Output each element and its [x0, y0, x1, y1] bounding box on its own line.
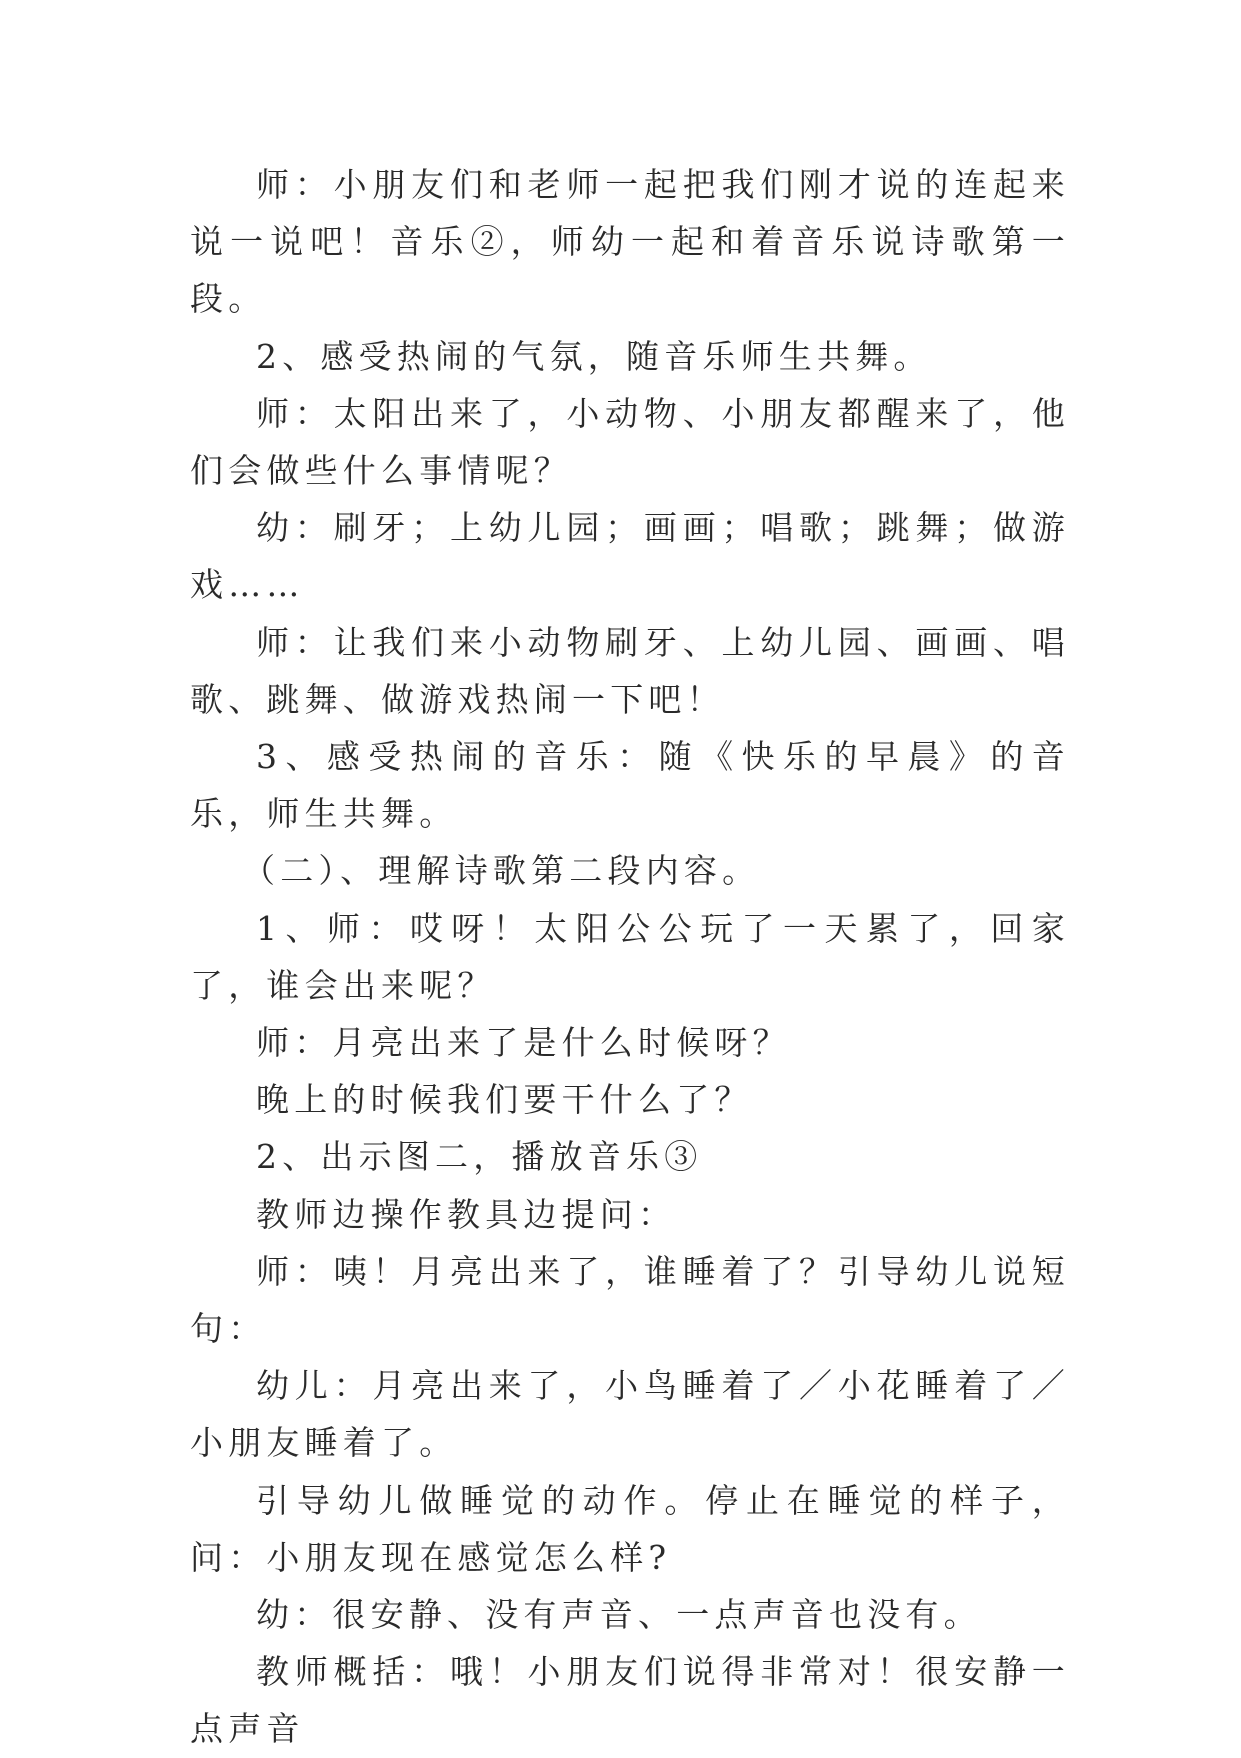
paragraph: 引导幼儿做睡觉的动作。停止在睡觉的样子，问：小朋友现在感觉怎么样?	[190, 1480, 1070, 1577]
paragraph: 2、感受热闹的气氛，随音乐师生共舞。	[256, 336, 932, 376]
paragraph: 教师边操作教具边提问：	[256, 1194, 677, 1234]
paragraph: 师：咦！月亮出来了，谁睡着了？引导幼儿说短句：	[190, 1251, 1070, 1349]
paragraph: 幼：刷牙；上幼儿园；画画；唱歌；跳舞；做游戏……	[190, 508, 1070, 605]
paragraph: 3、感受热闹的音乐：随《快乐的早晨》的音乐，师生共舞。	[190, 737, 1070, 834]
paragraph: 晚上的时候我们要干什么了？	[256, 1080, 753, 1120]
section-heading: （二）、理解诗歌第二段内容。	[242, 851, 761, 891]
document-body	[190, 156, 1070, 1758]
paragraph: 2、出示图二，播放音乐③	[256, 1137, 703, 1177]
paragraph: 师：太阳出来了，小动物、小朋友都醒来了，他们会做些什么事情呢？	[190, 393, 1070, 491]
paragraph: 师：小朋友们和老师一起把我们刚才说的连起来说一说吧！音乐②，师幼一起和着音乐说诗歌第一段。	[190, 165, 1070, 319]
paragraph: 教师概括：哦！小朋友们说得非常对！很安静一点声音	[190, 1652, 1070, 1749]
paragraph: 1、师：哎呀！太阳公公玩了一天累了，回家了，谁会出来呢？	[190, 908, 1070, 1005]
paragraph: 师：让我们来小动物刷牙、上幼儿园、画画、唱歌、跳舞、做游戏热闹一下吧！	[190, 622, 1070, 719]
paragraph: 幼儿：月亮出来了，小鸟睡着了／小花睡着了／小朋友睡着了。	[190, 1366, 1070, 1463]
paragraph: 幼：很安静、没有声音、一点声音也没有。	[256, 1595, 982, 1635]
paragraph: 师：月亮出来了是什么时候呀？	[256, 1023, 791, 1063]
